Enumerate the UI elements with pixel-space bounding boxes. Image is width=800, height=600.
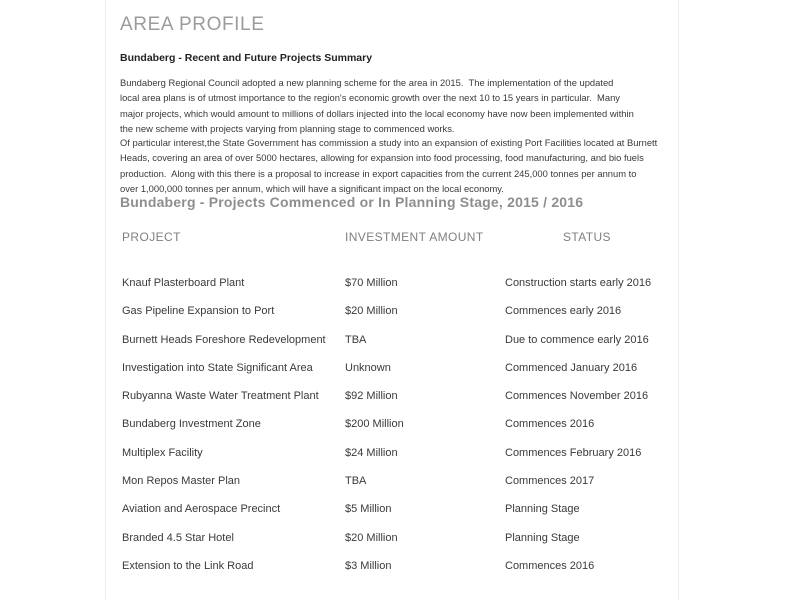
column-header-investment-amount: INVESTMENT AMOUNT bbox=[345, 230, 484, 244]
table-row bbox=[122, 410, 678, 438]
page-title: AREA PROFILE bbox=[120, 14, 265, 35]
page-edge-left bbox=[105, 0, 106, 600]
table-row bbox=[122, 354, 678, 382]
paragraph-port-expansion: Of particular interest,the State Government has commission a study into an expansion of existing Port Facilities located at Burnett Heads, covering an area of over 5000 hectares, allowing for expansion into food processing, food manufacturing, and bio fuels production. Along with this there is a proposal to increase in export capacities from the current 245,000 tonnes per annum to over 1,000,000 tonnes per annum, which will have a significant impact on the local economy. bbox=[120, 137, 658, 195]
investment-cell: $20 Million bbox=[345, 305, 398, 318]
status-cell: Due to commence early 2016 bbox=[505, 333, 649, 346]
status-cell: Commences 2017 bbox=[505, 475, 595, 488]
investment-cell: $200 Million bbox=[345, 418, 404, 431]
project-cell: Rubyanna Waste Water Treatment Plant bbox=[122, 390, 319, 403]
investment-cell: $70 Million bbox=[345, 277, 398, 289]
project-cell: Branded 4.5 Star Hotel bbox=[122, 531, 234, 544]
table-row bbox=[122, 467, 678, 495]
projects-table bbox=[122, 269, 678, 580]
table-row bbox=[122, 297, 678, 325]
investment-cell: $5 Million bbox=[345, 503, 392, 516]
investment-cell: $20 Million bbox=[345, 531, 398, 544]
investment-cell: TBA bbox=[345, 475, 367, 488]
column-header-project: PROJECT bbox=[122, 230, 181, 244]
investment-cell: TBA bbox=[345, 333, 367, 346]
table-row bbox=[122, 326, 678, 354]
paragraph-planning-scheme: Bundaberg Regional Council adopted a new planning scheme for the area in 2015. The implementation of the updated local area plans is of utmost importance to the region's economic growth over the next 10 to 15 years in particular. Many major projects, which would amount to millions of dollars injected into the local economy have now been implemented within the new scheme with projects varying from planning stage to commenced works. bbox=[120, 77, 634, 135]
project-cell: Knauf Plasterboard Plant bbox=[122, 277, 245, 289]
status-cell: Commences 2016 bbox=[505, 559, 595, 572]
status-cell: Commences 2016 bbox=[505, 418, 595, 431]
table-row bbox=[122, 552, 678, 580]
project-cell: Investigation into State Significant Area bbox=[122, 361, 313, 374]
table-row bbox=[122, 524, 678, 552]
status-cell: Commences November 2016 bbox=[505, 390, 649, 403]
project-cell: Aviation and Aerospace Precinct bbox=[122, 503, 281, 516]
project-cell: Burnett Heads Foreshore Redevelopment bbox=[122, 333, 326, 346]
project-cell: Mon Repos Master Plan bbox=[122, 475, 240, 488]
project-cell: Bundaberg Investment Zone bbox=[122, 418, 261, 431]
document-subtitle: Bundaberg - Recent and Future Projects Summary bbox=[120, 52, 373, 64]
status-cell: Commences early 2016 bbox=[505, 305, 622, 318]
investment-cell: $3 Million bbox=[345, 559, 392, 572]
project-cell: Gas Pipeline Expansion to Port bbox=[122, 305, 275, 318]
investment-cell: Unknown bbox=[345, 361, 391, 374]
investment-cell: $92 Million bbox=[345, 390, 398, 403]
investment-cell: $24 Million bbox=[345, 446, 398, 459]
status-cell: Planning Stage bbox=[505, 503, 580, 516]
status-cell: Commenced January 2016 bbox=[505, 361, 638, 374]
status-cell: Planning Stage bbox=[505, 531, 580, 544]
status-cell: Construction starts early 2016 bbox=[505, 277, 652, 289]
table-header-row bbox=[122, 230, 678, 244]
section-heading: Bundaberg - Projects Commenced or In Planning Stage, 2015 / 2016 bbox=[120, 194, 584, 210]
table-row bbox=[122, 439, 678, 467]
project-cell: Multiplex Facility bbox=[122, 446, 203, 459]
table-row bbox=[122, 269, 678, 297]
column-header-status: STATUS bbox=[563, 230, 611, 244]
status-cell: Commences February 2016 bbox=[505, 446, 642, 459]
table-row bbox=[122, 495, 678, 523]
table-row bbox=[122, 382, 678, 410]
project-cell: Extension to the Link Road bbox=[122, 559, 254, 572]
